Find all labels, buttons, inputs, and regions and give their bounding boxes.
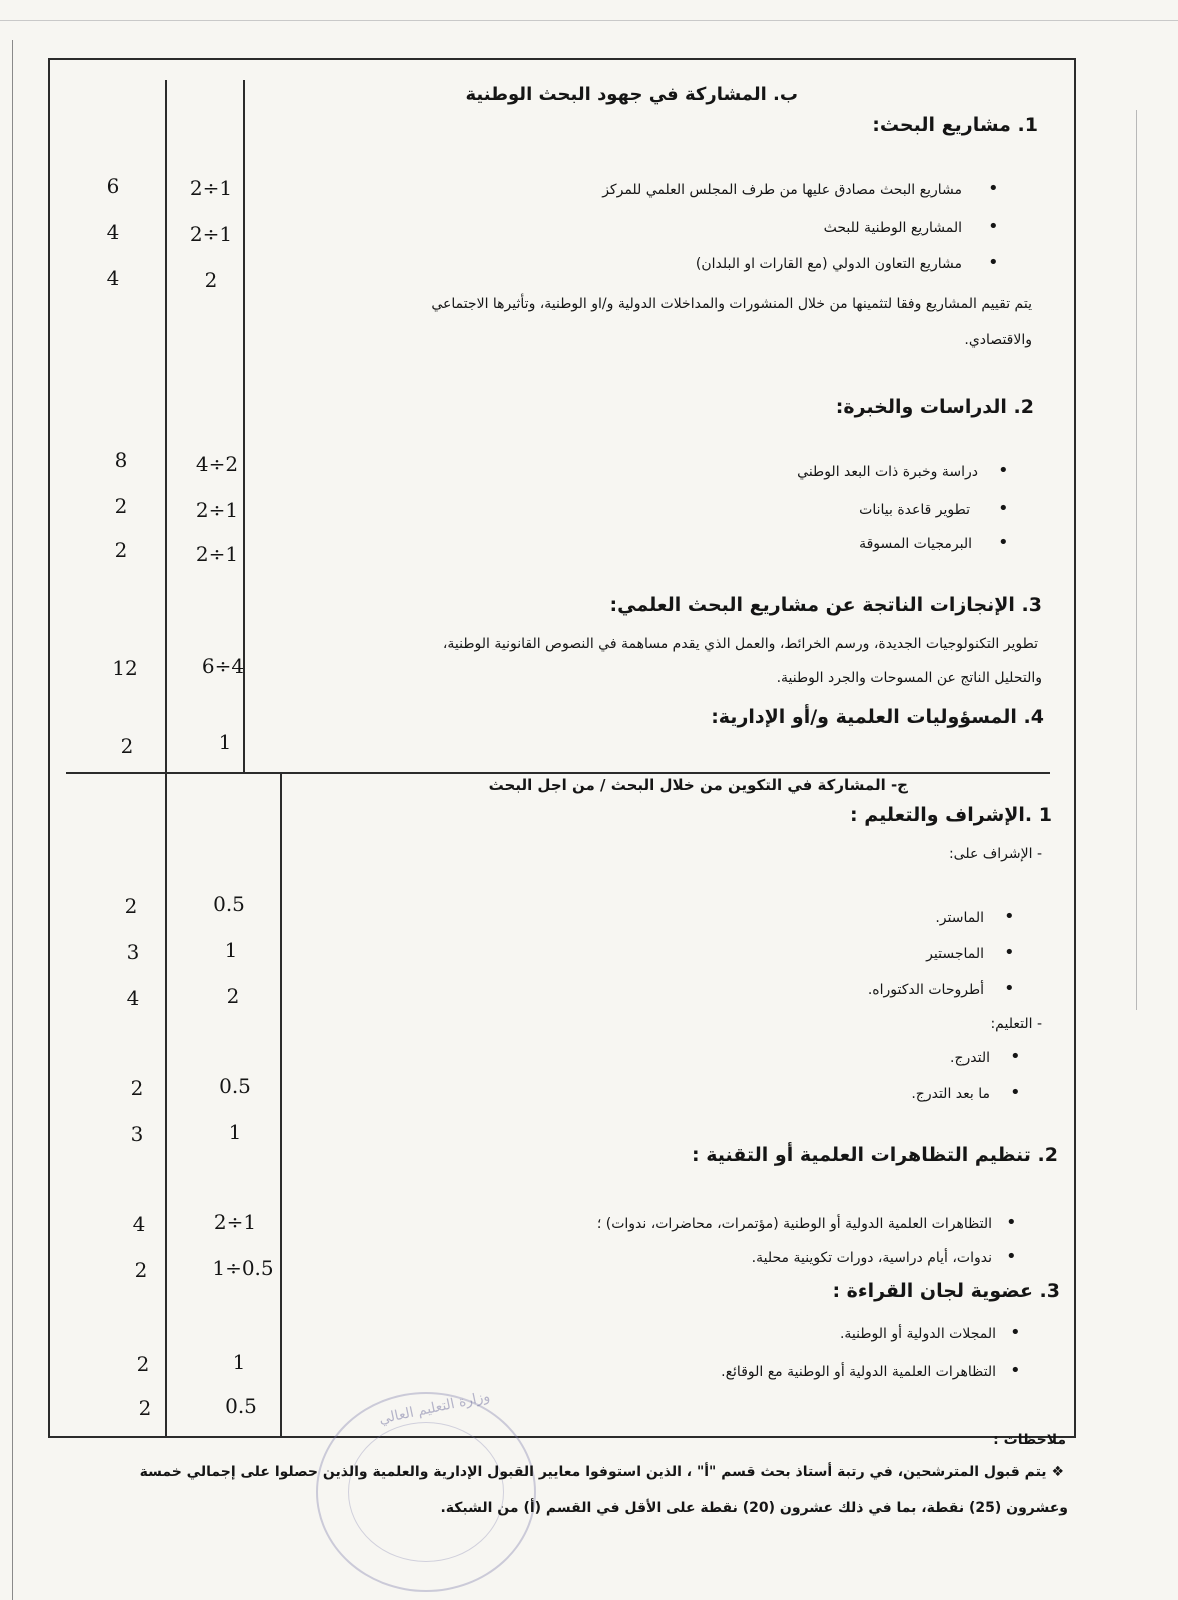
- bullet-icon: •: [988, 178, 999, 199]
- max-cell: 8: [114, 448, 128, 472]
- list-item: مشاريع التعاون الدولي (مع القارات او البلدان): [695, 256, 962, 272]
- evaluation-text: يتم تقييم المشاريع وفقا لتثمينها من خلال المنشورات والمداخلات الدولية و/او الوطنية، وتأثيرها الاجتماعي: [431, 296, 1032, 312]
- range-cell: 2÷1: [189, 222, 233, 246]
- list-item: الماجستير: [926, 946, 984, 962]
- achievements-text-end: والتحليل الناتج عن المسوحات والجرد الوطنية.: [776, 670, 1042, 686]
- bullet-icon: •: [1010, 1046, 1021, 1067]
- teaching-subheading: - التعليم:: [990, 1016, 1042, 1032]
- list-item: البرمجيات المسوقة: [859, 536, 972, 552]
- range-cell: 6÷4: [201, 654, 245, 678]
- range-cell: 1÷0.5: [212, 1256, 274, 1280]
- list-item: ندوات، أيام دراسية، دورات تكوينية محلية.: [751, 1250, 992, 1266]
- max-cell: 6: [106, 174, 120, 198]
- section-b-heading-4: 4. المسؤوليات العلمية و/أو الإدارية:: [711, 706, 1044, 728]
- section-b-heading-3: 3. الإنجازات الناتجة عن مشاريع البحث العلمي:: [609, 594, 1042, 616]
- scan-left-edge: [12, 40, 13, 1600]
- section-b-heading-1: 1. مشاريع البحث:: [872, 114, 1038, 136]
- section-c-heading-3: 3. عضوية لجان القراءة :: [832, 1280, 1060, 1302]
- section-c-title: ج- المشاركة في التكوين من خلال البحث / من اجل البحث: [488, 776, 908, 794]
- max-cell: 2: [130, 1076, 144, 1100]
- max-cell: 2: [120, 734, 134, 758]
- max-cell: 4: [132, 1212, 146, 1236]
- list-item: ما بعد التدرج.: [911, 1086, 990, 1102]
- range-cell: 2: [204, 268, 218, 292]
- official-stamp-inner-ring: [348, 1422, 504, 1562]
- list-item: المجلات الدولية أو الوطنية.: [839, 1326, 996, 1342]
- range-cell: 1: [232, 1350, 246, 1374]
- max-cell: 4: [106, 266, 120, 290]
- bullet-icon: •: [998, 532, 1009, 553]
- bullet-icon: •: [1004, 942, 1015, 963]
- range-cell: 1: [224, 938, 238, 962]
- list-item: التظاهرات العلمية الدولية أو الوطنية (مؤتمرات، محاضرات، ندوات) ؛: [596, 1216, 992, 1232]
- bullet-icon: •: [1006, 1246, 1017, 1267]
- list-item: التدرج.: [950, 1050, 990, 1066]
- range-cell: 2÷1: [189, 176, 233, 200]
- notes-title: ملاحظات :: [993, 1432, 1066, 1448]
- bullet-icon: •: [1010, 1082, 1021, 1103]
- max-cell: 4: [106, 220, 120, 244]
- bullet-icon: •: [1010, 1322, 1021, 1343]
- bullet-icon: •: [1006, 1212, 1017, 1233]
- bullet-icon: •: [988, 216, 999, 237]
- column-divider-range-lower: [280, 774, 282, 1438]
- notes-line-1: ❖ يتم قبول المترشحين، في رتبة أستاذ بحث قسم "أ" ، الذين استوفوا معايير القبول الإدارية والعلمية والذين حصلوا على إجمالي خمسة: [139, 1464, 1064, 1480]
- range-cell: 0.5: [213, 892, 245, 916]
- bullet-icon: •: [988, 252, 999, 273]
- range-cell: 0.5: [225, 1394, 257, 1418]
- max-cell: 2: [134, 1258, 148, 1282]
- range-cell: 4÷2: [195, 452, 239, 476]
- section-b-title: ب. المشاركة في جهود البحث الوطنية: [465, 84, 798, 105]
- max-cell: 2: [136, 1352, 150, 1376]
- scan-right-edge: [1136, 110, 1137, 1010]
- list-item: أطروحات الدكتوراه.: [867, 982, 984, 998]
- bullet-icon: •: [998, 498, 1009, 519]
- max-cell: 2: [114, 494, 128, 518]
- list-item: مشاريع البحث مصادق عليها من طرف المجلس العلمي للمركز: [602, 182, 962, 198]
- list-item: الماستر.: [935, 910, 984, 926]
- supervision-subheading: - الإشراف على:: [948, 846, 1042, 862]
- bullet-icon: •: [998, 460, 1009, 481]
- max-cell: 4: [126, 986, 140, 1010]
- bullet-icon: •: [1004, 906, 1015, 927]
- range-cell: 2: [226, 984, 240, 1008]
- section-b-heading-2: 2. الدراسات والخبرة:: [835, 396, 1034, 418]
- max-cell: 2: [138, 1396, 152, 1420]
- range-cell: 2÷1: [195, 498, 239, 522]
- max-cell: 3: [126, 940, 140, 964]
- range-cell: 1: [218, 730, 232, 754]
- list-item: تطوير قاعدة بيانات: [859, 502, 970, 518]
- list-item: دراسة وخبرة ذات البعد الوطني: [797, 464, 978, 480]
- evaluation-text-end: والاقتصادي.: [964, 332, 1032, 348]
- max-cell: 2: [114, 538, 128, 562]
- bullet-icon: •: [1004, 978, 1015, 999]
- range-cell: 2÷1: [213, 1210, 257, 1234]
- bullet-icon: •: [1010, 1360, 1021, 1381]
- range-cell: 2÷1: [195, 542, 239, 566]
- range-cell: 1: [228, 1120, 242, 1144]
- list-item: التظاهرات العلمية الدولية أو الوطنية مع الوقائع.: [721, 1364, 996, 1380]
- section-c-heading-1: 1 .الإشراف والتعليم :: [850, 804, 1052, 826]
- official-stamp-text: وزارة التعليم العالي: [377, 1388, 492, 1428]
- notes-line-2: وعشرون (25) نقطة، بما في ذلك عشرون (20) نقطة على الأقل في القسم (أ) من الشبكة.: [440, 1500, 1068, 1516]
- max-cell: 3: [130, 1122, 144, 1146]
- max-cell: 2: [124, 894, 138, 918]
- range-cell: 0.5: [219, 1074, 251, 1098]
- list-item: المشاريع الوطنية للبحث: [823, 220, 962, 236]
- section-divider: [66, 772, 1050, 774]
- section-c-heading-2: 2. تنظيم التظاهرات العلمية أو التقنية :: [691, 1144, 1058, 1166]
- achievements-text: تطوير التكنولوجيات الجديدة، ورسم الخرائط، والعمل الذي يقدم مساهمة في النصوص القانونية الوطنية،: [442, 636, 1038, 652]
- max-cell: 12: [112, 656, 138, 680]
- scan-top-edge: [0, 20, 1178, 21]
